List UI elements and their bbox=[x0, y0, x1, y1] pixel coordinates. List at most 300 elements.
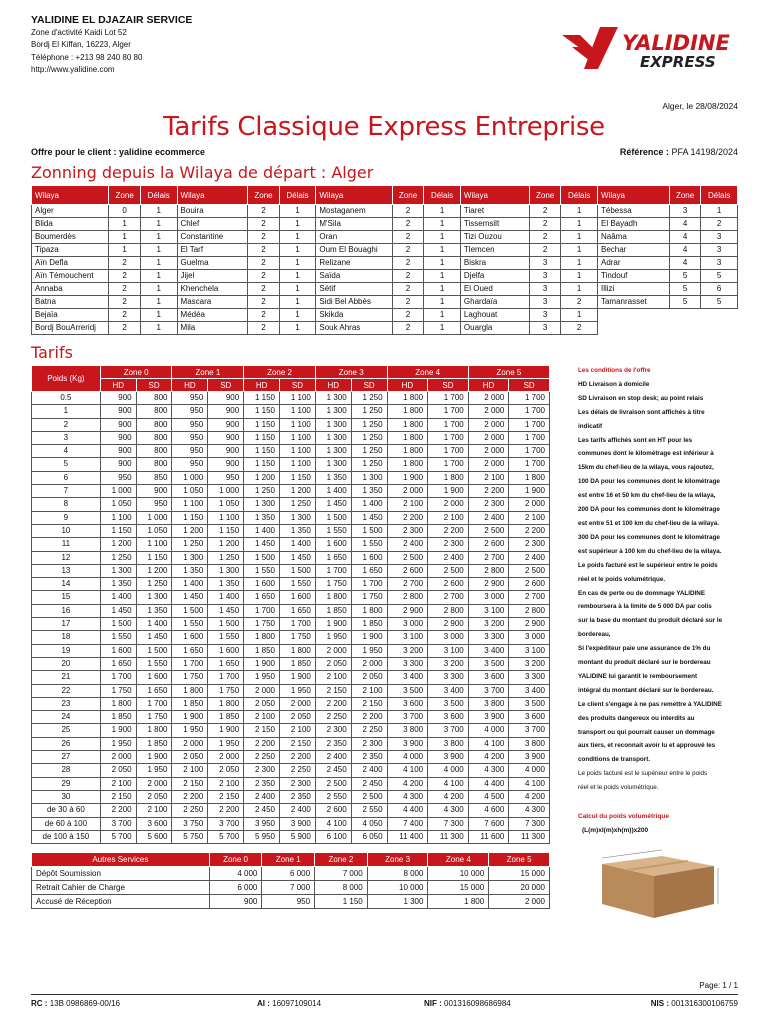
price-cell: 2 500 bbox=[315, 777, 351, 790]
price-cell: 3 300 bbox=[428, 671, 469, 684]
price-cell: 1 750 bbox=[100, 684, 136, 697]
price-cell: 2 300 bbox=[509, 538, 550, 551]
condition-line: YALIDINE lui garantit le remboursement bbox=[578, 672, 698, 680]
price-cell: 1 800 bbox=[280, 644, 316, 657]
delay-cell: 1 bbox=[140, 244, 177, 257]
delay-cell bbox=[701, 322, 738, 335]
zone-cell: 2 bbox=[392, 322, 423, 335]
service-name: Dépôt Soumission bbox=[32, 867, 210, 881]
price-cell: 1 750 bbox=[244, 618, 280, 631]
zone-cell: 2 bbox=[248, 205, 279, 218]
price-cell: 950 bbox=[172, 405, 208, 418]
wilaya-cell: Djelfa bbox=[460, 270, 529, 283]
price-cell: 850 bbox=[136, 471, 172, 484]
price-cell: 2 250 bbox=[280, 764, 316, 777]
price-cell: 2 000 bbox=[468, 458, 509, 471]
rates-row bbox=[32, 657, 550, 670]
price-cell: 3 600 bbox=[428, 711, 469, 724]
price-cell: 1 500 bbox=[315, 511, 351, 524]
price-cell: 3 700 bbox=[509, 724, 550, 737]
price-cell: 950 bbox=[172, 458, 208, 471]
rates-table bbox=[31, 365, 550, 844]
zoning-row bbox=[32, 257, 738, 270]
sd-header: SD bbox=[136, 379, 172, 392]
price-cell: 2 200 bbox=[280, 751, 316, 764]
service-price: 4 000 bbox=[209, 867, 262, 881]
wilaya-cell: Sidi Bel Abbès bbox=[316, 296, 392, 309]
rates-subheader-row bbox=[32, 379, 550, 392]
price-cell: 4 000 bbox=[509, 764, 550, 777]
condition-line: remboursera à la limite de 5 000 DA par colis bbox=[578, 603, 712, 611]
price-cell: 2 300 bbox=[280, 777, 316, 790]
price-cell: 1 900 bbox=[100, 724, 136, 737]
service-price: 15 000 bbox=[489, 867, 550, 881]
price-cell: 4 600 bbox=[468, 804, 509, 817]
delay-cell: 3 bbox=[701, 231, 738, 244]
condition-line: transport ou qui pourrait causer un dommage bbox=[578, 728, 715, 736]
price-cell: 1 800 bbox=[387, 405, 428, 418]
price-cell: 4 000 bbox=[468, 724, 509, 737]
price-cell: 7 400 bbox=[387, 817, 428, 830]
price-cell: 1 800 bbox=[208, 697, 244, 710]
wilaya-cell: Adrar bbox=[597, 257, 669, 270]
delay-cell: 1 bbox=[279, 244, 316, 257]
price-cell: 11 600 bbox=[468, 830, 509, 843]
price-cell: 3 100 bbox=[509, 644, 550, 657]
price-cell: 1 500 bbox=[280, 564, 316, 577]
condition-note: Le poids facturé est le supérieur entre le poids bbox=[578, 770, 708, 778]
price-cell: 950 bbox=[172, 431, 208, 444]
page-number: Page: 1 / 1 bbox=[699, 981, 738, 990]
price-cell: 2 000 bbox=[387, 485, 428, 498]
price-cell: 2 500 bbox=[351, 790, 387, 803]
price-cell: 3 000 bbox=[428, 631, 469, 644]
wilaya-cell: El Oued bbox=[460, 283, 529, 296]
hd-header: HD bbox=[244, 379, 280, 392]
company-address-line: Zone d'activité Kaidi Lot 52 bbox=[31, 28, 127, 37]
price-cell: 1 900 bbox=[509, 485, 550, 498]
zone-cell: 2 bbox=[248, 296, 279, 309]
price-cell: 2 500 bbox=[428, 564, 469, 577]
service-price: 6 000 bbox=[209, 881, 262, 895]
wilaya-cell: Tlemcen bbox=[460, 244, 529, 257]
zoning-table bbox=[31, 185, 738, 335]
price-cell: 950 bbox=[172, 445, 208, 458]
rates-row bbox=[32, 578, 550, 591]
price-cell: 2 800 bbox=[387, 591, 428, 604]
price-cell: 4 300 bbox=[428, 804, 469, 817]
price-cell: 1 200 bbox=[172, 524, 208, 537]
price-cell: 2 050 bbox=[244, 697, 280, 710]
zoning-header: Wilaya bbox=[460, 186, 529, 205]
zone-cell: 2 bbox=[529, 231, 560, 244]
price-cell: 1 450 bbox=[280, 551, 316, 564]
zoning-header: Wilaya bbox=[177, 186, 248, 205]
price-cell: 2 050 bbox=[100, 764, 136, 777]
price-cell: 3 300 bbox=[509, 671, 550, 684]
delay-cell: 1 bbox=[561, 205, 598, 218]
price-cell: 2 700 bbox=[428, 591, 469, 604]
zone-cell: 2 bbox=[109, 296, 140, 309]
price-cell: 900 bbox=[208, 418, 244, 431]
price-cell: 1 450 bbox=[136, 631, 172, 644]
price-cell: 1 150 bbox=[136, 551, 172, 564]
rates-row bbox=[32, 644, 550, 657]
price-cell: 2 000 bbox=[244, 684, 280, 697]
price-cell: 2 200 bbox=[351, 711, 387, 724]
price-cell: 1 700 bbox=[428, 445, 469, 458]
parcel-box-illustration bbox=[592, 842, 722, 920]
delay-cell: 1 bbox=[561, 309, 598, 322]
weight-cell: 12 bbox=[32, 551, 101, 564]
wilaya-cell: Chlef bbox=[177, 218, 248, 231]
rates-row bbox=[32, 777, 550, 790]
zone-cell: 2 bbox=[392, 205, 423, 218]
price-cell: 1 250 bbox=[244, 485, 280, 498]
price-cell: 950 bbox=[208, 471, 244, 484]
price-cell: 1 450 bbox=[244, 538, 280, 551]
zoning-header: Zone bbox=[392, 186, 423, 205]
zone-cell bbox=[669, 322, 700, 335]
condition-line: réel et le poids volumétrique. bbox=[578, 575, 666, 583]
price-cell: 2 150 bbox=[172, 777, 208, 790]
price-cell: 2 100 bbox=[100, 777, 136, 790]
condition-line: 200 DA pour les communes dont le kilométrage bbox=[578, 506, 720, 514]
condition-line: sur la base du montant du produit déclaré sur le bbox=[578, 617, 723, 625]
price-cell: 2 400 bbox=[315, 751, 351, 764]
wilaya-cell: Saïda bbox=[316, 270, 392, 283]
price-cell: 3 900 bbox=[280, 817, 316, 830]
weight-cell: 2 bbox=[32, 418, 101, 431]
zone-cell: 2 bbox=[109, 283, 140, 296]
service-header: Autres Services bbox=[32, 853, 210, 867]
price-cell: 1 900 bbox=[428, 485, 469, 498]
price-cell: 4 200 bbox=[387, 777, 428, 790]
price-cell: 900 bbox=[208, 392, 244, 405]
logo-word: YALIDINE bbox=[622, 31, 730, 55]
wilaya-cell: El Tarf bbox=[177, 244, 248, 257]
weight-cell: 26 bbox=[32, 737, 101, 750]
zone-cell: 2 bbox=[392, 231, 423, 244]
zone-cell: 2 bbox=[392, 257, 423, 270]
price-cell: 2 700 bbox=[387, 578, 428, 591]
rates-header-row bbox=[32, 366, 550, 379]
price-cell: 1 700 bbox=[509, 405, 550, 418]
price-cell: 1 100 bbox=[280, 445, 316, 458]
service-price: 950 bbox=[262, 895, 315, 909]
price-cell: 2 000 bbox=[280, 697, 316, 710]
zone-header: Zone 0 bbox=[100, 366, 172, 379]
service-header: Zone 3 bbox=[367, 853, 428, 867]
volume-title: Calcul du poids volumétrique bbox=[578, 813, 670, 820]
price-cell: 1 400 bbox=[315, 485, 351, 498]
weight-cell: 24 bbox=[32, 711, 101, 724]
rates-row bbox=[32, 764, 550, 777]
price-cell: 1 150 bbox=[244, 431, 280, 444]
document-date: Alger, le 28/08/2024 bbox=[662, 101, 738, 111]
price-cell: 1 900 bbox=[244, 657, 280, 670]
price-cell: 1 200 bbox=[208, 538, 244, 551]
price-cell: 1 000 bbox=[172, 471, 208, 484]
price-cell: 3 500 bbox=[468, 657, 509, 670]
price-cell: 1 200 bbox=[244, 471, 280, 484]
price-cell: 1 050 bbox=[100, 498, 136, 511]
price-cell: 7 300 bbox=[428, 817, 469, 830]
price-cell: 3 400 bbox=[428, 684, 469, 697]
reference-label: Référence : bbox=[619, 147, 669, 157]
price-cell: 1 600 bbox=[315, 538, 351, 551]
rates-row bbox=[32, 551, 550, 564]
hd-header: HD bbox=[315, 379, 351, 392]
wilaya-cell: Oran bbox=[316, 231, 392, 244]
price-cell: 1 800 bbox=[315, 591, 351, 604]
price-cell: 1 100 bbox=[280, 431, 316, 444]
price-cell: 1 150 bbox=[244, 445, 280, 458]
service-header: Zone 0 bbox=[209, 853, 262, 867]
service-price: 2 000 bbox=[489, 895, 550, 909]
weight-cell: 11 bbox=[32, 538, 101, 551]
condition-line: est entre 51 et 100 km du chef-lieu de la wilaya. bbox=[578, 519, 720, 527]
price-cell: 1 400 bbox=[172, 578, 208, 591]
price-cell: 1 250 bbox=[351, 405, 387, 418]
price-cell: 4 200 bbox=[468, 751, 509, 764]
rates-row bbox=[32, 524, 550, 537]
price-cell: 1 800 bbox=[509, 471, 550, 484]
zone-cell: 3 bbox=[529, 322, 560, 335]
price-cell: 2 250 bbox=[315, 711, 351, 724]
price-cell: 950 bbox=[172, 418, 208, 431]
price-cell: 2 500 bbox=[387, 551, 428, 564]
price-cell: 1 250 bbox=[100, 551, 136, 564]
price-cell: 1 250 bbox=[208, 551, 244, 564]
rates-row bbox=[32, 817, 550, 830]
weight-cell: 14 bbox=[32, 578, 101, 591]
price-cell: 4 500 bbox=[468, 790, 509, 803]
price-cell: 2 300 bbox=[315, 724, 351, 737]
zone-cell: 3 bbox=[529, 309, 560, 322]
condition-line: bordereau, bbox=[578, 631, 611, 639]
price-cell: 2 000 bbox=[208, 751, 244, 764]
zone-cell: 1 bbox=[109, 244, 140, 257]
delay-cell: 2 bbox=[701, 218, 738, 231]
delay-cell: 1 bbox=[424, 205, 461, 218]
price-cell: 2 900 bbox=[387, 604, 428, 617]
zoning-header: Zone bbox=[529, 186, 560, 205]
service-header: Zone 1 bbox=[262, 853, 315, 867]
condition-note: réel et le poids volumétrique. bbox=[578, 784, 659, 792]
price-cell: 900 bbox=[100, 431, 136, 444]
rates-row bbox=[32, 485, 550, 498]
price-cell: 3 000 bbox=[387, 618, 428, 631]
price-cell: 1 050 bbox=[136, 524, 172, 537]
weight-cell: 20 bbox=[32, 657, 101, 670]
price-cell: 1 300 bbox=[172, 551, 208, 564]
wilaya-cell: Tébessa bbox=[597, 205, 669, 218]
zone-cell: 4 bbox=[669, 231, 700, 244]
price-cell: 1 350 bbox=[244, 511, 280, 524]
price-cell: 1 750 bbox=[136, 711, 172, 724]
zone-cell: 2 bbox=[529, 205, 560, 218]
weight-cell: 27 bbox=[32, 751, 101, 764]
rates-row bbox=[32, 631, 550, 644]
price-cell: 1 650 bbox=[208, 657, 244, 670]
weight-cell: 25 bbox=[32, 724, 101, 737]
price-cell: 1 700 bbox=[100, 671, 136, 684]
price-cell: 5 700 bbox=[100, 830, 136, 843]
wilaya-cell bbox=[597, 309, 669, 322]
price-cell: 2 250 bbox=[351, 724, 387, 737]
condition-line: des produits dangereux ou interdits au bbox=[578, 714, 695, 722]
price-cell: 1 750 bbox=[208, 684, 244, 697]
price-cell: 11 300 bbox=[428, 830, 469, 843]
price-cell: 1 300 bbox=[136, 591, 172, 604]
rates-row bbox=[32, 405, 550, 418]
price-cell: 2 200 bbox=[244, 737, 280, 750]
price-cell: 1 300 bbox=[280, 511, 316, 524]
weight-cell: 19 bbox=[32, 644, 101, 657]
weight-cell: 0.5 bbox=[32, 392, 101, 405]
rates-row bbox=[32, 604, 550, 617]
price-cell: 3 700 bbox=[208, 817, 244, 830]
price-cell: 1 100 bbox=[136, 538, 172, 551]
price-cell: 2 350 bbox=[244, 777, 280, 790]
price-cell: 2 150 bbox=[100, 790, 136, 803]
price-cell: 1 400 bbox=[208, 591, 244, 604]
wilaya-cell: Khenchela bbox=[177, 283, 248, 296]
price-cell: 3 600 bbox=[509, 711, 550, 724]
price-cell: 2 250 bbox=[172, 804, 208, 817]
zone-cell: 2 bbox=[248, 283, 279, 296]
delay-cell: 1 bbox=[424, 231, 461, 244]
price-cell: 1 350 bbox=[315, 471, 351, 484]
condition-line: aux tiers, et reconnait avoir lu et approuvé les bbox=[578, 742, 716, 750]
wilaya-cell bbox=[597, 322, 669, 335]
price-cell: 2 300 bbox=[244, 764, 280, 777]
service-header: Zone 5 bbox=[489, 853, 550, 867]
delay-cell: 3 bbox=[701, 244, 738, 257]
price-cell: 3 800 bbox=[468, 697, 509, 710]
price-cell: 2 300 bbox=[351, 737, 387, 750]
wilaya-cell: Constantine bbox=[177, 231, 248, 244]
price-cell: 2 350 bbox=[315, 737, 351, 750]
price-cell: 1 800 bbox=[387, 445, 428, 458]
weight-cell: 3 bbox=[32, 431, 101, 444]
wilaya-cell: Alger bbox=[32, 205, 109, 218]
price-cell: 900 bbox=[100, 418, 136, 431]
price-cell: 1 300 bbox=[315, 458, 351, 471]
zone-cell: 2 bbox=[392, 309, 423, 322]
price-cell: 1 500 bbox=[208, 618, 244, 631]
price-cell: 1 650 bbox=[351, 564, 387, 577]
price-cell: 2 200 bbox=[172, 790, 208, 803]
wilaya-cell: Souk Ahras bbox=[316, 322, 392, 335]
zone-header: Zone 5 bbox=[468, 366, 549, 379]
price-cell: 2 050 bbox=[136, 790, 172, 803]
weight-cell: 28 bbox=[32, 764, 101, 777]
price-cell: 800 bbox=[136, 392, 172, 405]
weight-cell: 8 bbox=[32, 498, 101, 511]
price-cell: 5 950 bbox=[244, 830, 280, 843]
service-price: 20 000 bbox=[489, 881, 550, 895]
price-cell: 1 600 bbox=[100, 644, 136, 657]
zone-cell: 2 bbox=[392, 218, 423, 231]
price-cell: 1 400 bbox=[136, 618, 172, 631]
price-cell: 1 100 bbox=[280, 458, 316, 471]
delay-cell: 1 bbox=[424, 283, 461, 296]
price-cell: 1 700 bbox=[351, 578, 387, 591]
delay-cell: 3 bbox=[701, 257, 738, 270]
price-cell: 1 850 bbox=[280, 657, 316, 670]
rates-row bbox=[32, 671, 550, 684]
price-cell: 2 100 bbox=[428, 511, 469, 524]
price-cell: 1 950 bbox=[244, 671, 280, 684]
zone-cell: 2 bbox=[248, 231, 279, 244]
wilaya-cell: Boumerdès bbox=[32, 231, 109, 244]
price-cell: 3 600 bbox=[468, 671, 509, 684]
price-cell: 7 600 bbox=[468, 817, 509, 830]
price-cell: 1 050 bbox=[208, 498, 244, 511]
price-cell: 1 800 bbox=[387, 458, 428, 471]
price-cell: 1 700 bbox=[172, 657, 208, 670]
zone-cell: 2 bbox=[529, 218, 560, 231]
price-cell: 1 800 bbox=[387, 418, 428, 431]
price-cell: 1 450 bbox=[315, 498, 351, 511]
wilaya-cell: Laghouat bbox=[460, 309, 529, 322]
wilaya-cell: Biskra bbox=[460, 257, 529, 270]
price-cell: 2 300 bbox=[387, 524, 428, 537]
price-cell: 1 900 bbox=[172, 711, 208, 724]
price-cell: 1 800 bbox=[387, 392, 428, 405]
wilaya-cell: Mila bbox=[177, 322, 248, 335]
price-cell: 2 200 bbox=[509, 524, 550, 537]
price-cell: 6 100 bbox=[315, 830, 351, 843]
price-cell: 2 200 bbox=[208, 804, 244, 817]
price-cell: 1 450 bbox=[100, 604, 136, 617]
price-cell: 3 300 bbox=[387, 657, 428, 670]
wilaya-cell: Bordj BouArreridj bbox=[32, 322, 109, 335]
price-cell: 3 100 bbox=[428, 644, 469, 657]
zoning-header: Wilaya bbox=[597, 186, 669, 205]
zoning-row bbox=[32, 296, 738, 309]
wilaya-cell: El Bayadh bbox=[597, 218, 669, 231]
price-cell: 1 950 bbox=[136, 764, 172, 777]
zone-cell: 3 bbox=[529, 270, 560, 283]
rates-row bbox=[32, 751, 550, 764]
price-cell: 3 900 bbox=[509, 751, 550, 764]
rates-row bbox=[32, 618, 550, 631]
hd-header: HD bbox=[172, 379, 208, 392]
zone-cell: 2 bbox=[109, 257, 140, 270]
weight-cell: 16 bbox=[32, 604, 101, 617]
price-cell: 2 100 bbox=[136, 804, 172, 817]
zoning-header: Zone bbox=[109, 186, 140, 205]
price-cell: 1 750 bbox=[351, 591, 387, 604]
delay-cell: 1 bbox=[140, 309, 177, 322]
service-row bbox=[32, 895, 550, 909]
condition-line: 100 DA pour les communes dont le kilométrage bbox=[578, 478, 720, 486]
price-cell: 1 900 bbox=[387, 471, 428, 484]
price-cell: 3 100 bbox=[468, 604, 509, 617]
price-cell: 1 350 bbox=[280, 524, 316, 537]
price-cell: 3 800 bbox=[387, 724, 428, 737]
price-cell: 2 900 bbox=[428, 618, 469, 631]
zoning-row bbox=[32, 309, 738, 322]
delay-cell: 2 bbox=[561, 296, 598, 309]
price-cell: 1 250 bbox=[280, 498, 316, 511]
delay-cell: 1 bbox=[424, 218, 461, 231]
price-cell: 2 050 bbox=[280, 711, 316, 724]
price-cell: 1 650 bbox=[100, 657, 136, 670]
